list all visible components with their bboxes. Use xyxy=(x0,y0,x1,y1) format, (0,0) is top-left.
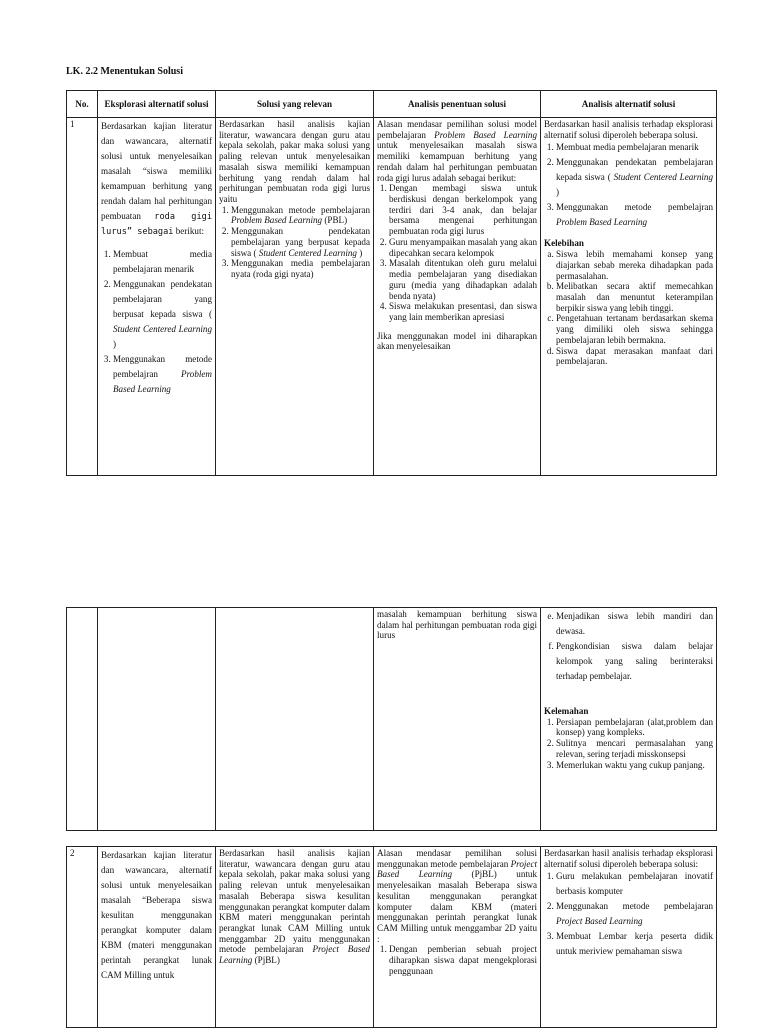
analisis-alternatif-cell xyxy=(541,608,717,831)
header-solusi: Solusi yang relevan xyxy=(216,91,374,118)
list-item: e. Menjadikan siswa lebih mandiri dan dewasa. xyxy=(556,609,713,639)
list-item-text: Menggunakan pendekatan pembelajaran yang berpusat kepada siswa ( xyxy=(113,279,212,320)
list-item-em: Student Centered Learning xyxy=(613,172,713,183)
list-item-tail: ) xyxy=(113,339,117,350)
penentuan-intro-text: Alasan mendasar pemilihan solusi model pembelajaran xyxy=(377,119,537,140)
list-item-text: Menggunakan metode pembelajaran xyxy=(231,204,370,215)
list-item: 3. Masalah ditentukan oleh guru melalui media pembelajaran yang disediakan guru (media yang dihadapkan adalah benda nyata) xyxy=(389,258,537,301)
list-item: 1. Dengan membagi siswa untuk berdiskusi dengan berkelompok yang terdiri dari 3-4 anak, dan belajar bersama mengenai perhitungan pembuatan roda gigi lurus xyxy=(389,183,537,237)
list-item-tail: ) xyxy=(556,187,560,198)
solusi-em: Project Based Learning xyxy=(219,944,370,966)
solusi-cell xyxy=(216,118,374,476)
penentuan-tail: (PjBL) untuk menyelesaikan masalah Beberapa siswa kesulitan menggunakan perangkat komputer dalam KBM (materi menggunakan perintah perangkat lunak CAM Milling untuk menggambar 2D yaitu : xyxy=(377,869,537,944)
table-header-row xyxy=(67,91,717,118)
table-row xyxy=(67,118,717,476)
list-item: 2. Guru menyampaikan masalah yang akan dipecahkan secara kelompok xyxy=(389,237,537,258)
list-item: 1. Dengan pemberian sebuah project diharapkan siswa dapat mengekplorasi penggunaan xyxy=(389,944,537,976)
penentuan-intro-em: Problem Based Learning xyxy=(434,129,537,140)
list-item: 1. Membuat media pembelajaran menarik xyxy=(556,140,713,155)
list-item: d. Siswa dapat merasakan manfaat dari pembelajaran. xyxy=(556,346,713,367)
list-item xyxy=(556,899,713,929)
penentuan-em: Project Based Learning xyxy=(377,858,538,880)
eksplorasi-intro: Berdasarkan kajian literatur dan wawancara, alternatif solusi untuk menyelesaikan masalah “siswa memiliki kemampuan berhitung yang rendah dalam hal perhitungan pembuatan xyxy=(101,121,212,221)
eksplorasi-text: Berdasarkan kajian literatur dan wawancara, alternatif solusi untuk menyelesaikan masalah “Beberapa siswa kesulitan menggunakan perangkat komputer dalam KBM (materi menggunakan perintah perangkat lunak CAM Milling untuk xyxy=(101,850,212,980)
analisis-alternatif-cell xyxy=(541,847,717,1028)
analisis-penentuan-cell xyxy=(374,118,541,476)
eksplorasi-intro-mono: roda gigi lurus” sebagai xyxy=(101,212,212,238)
analisis-penentuan-cell xyxy=(374,608,541,831)
list-item xyxy=(556,155,713,200)
analisis-alternatif-cell xyxy=(541,118,717,476)
list-item-text: Menggunakan pendekatan pembelajaran yang berpusat kepada siswa ( xyxy=(231,226,370,258)
list-item-em: Project Based Learning xyxy=(556,916,643,927)
header-no: No. xyxy=(67,91,98,118)
alternatif-intro: Berdasarkan hasil analisis terhadap eksplorasi alternatif solusi diperoleh beberapa solusi: xyxy=(544,848,713,869)
kelebihan-heading: Kelebihan xyxy=(544,238,584,249)
penentuan-intro-end: untuk menyelesaikan masalah siswa memiliki kemampuan berhitung yang rendah dalam hal perhitungan pembuatan roda gigi lurus adalah sebagai berikut: xyxy=(377,140,537,183)
eksplorasi-cell xyxy=(98,847,216,1028)
list-item xyxy=(113,352,212,397)
list-item: 1. Persiapan pembelajaran (alat,problem dan konsep) yang kompleks. xyxy=(556,717,713,738)
penentuan-closing: Jika menggunakan model ini diharapkan akan menyelesaikan xyxy=(377,330,537,352)
table-row xyxy=(67,847,717,1028)
list-item-em: Problem Based Learning xyxy=(231,215,323,226)
solusi-tail: (PjBL) xyxy=(252,955,280,966)
row-number: 2 xyxy=(67,847,98,1028)
list-item-em: Student Centered Learning xyxy=(258,247,357,258)
header-eksplorasi: Eksplorasi alternatif solusi xyxy=(98,91,216,118)
list-item-text: Menggunakan metode pembelajaran xyxy=(556,901,713,912)
analisis-penentuan-cell xyxy=(374,847,541,1028)
list-item-tail: (PBL) xyxy=(322,215,348,226)
list-item: c. Pengetahuan tertanam berdasarkan skema yang dimiliki oleh siswa sehingga pembelajaran lebih bermakna. xyxy=(556,313,713,345)
penentuan-text: Alasan mendasar pemilihan solusi menggunakan metode pembelajaran xyxy=(377,848,537,869)
header-analisis-penentuan: Analisis penentuan solusi xyxy=(374,91,541,118)
list-item: a. Siswa lebih memahami konsep yang diajarkan sebab mereka dihadapkan pada permasalahan. xyxy=(556,249,713,281)
list-item: 3. Membuat Lembar kerja peserta didik untuk meriview pemahaman siswa xyxy=(556,929,713,959)
list-item: 1. Membuat media pembelajaran menarik xyxy=(113,247,212,277)
eksplorasi-cell xyxy=(98,118,216,476)
alternatif-intro: Berdasarkan hasil analisis terhadap eksplorasi alternatif solusi diperoleh beberapa solusi. xyxy=(544,119,713,140)
row-number: 1 xyxy=(67,118,98,476)
list-item: 3. Menggunakan media pembelajaran nyata (roda gigi nyata) xyxy=(231,258,370,279)
list-item: f. Pengkondisian siswa dalam belajar kelompok yang saling berinteraksi terhadap pembelajar. xyxy=(556,639,713,684)
header-analisis-alternatif: Analisis alternatif solusi xyxy=(541,91,717,118)
solution-table-row2 xyxy=(66,846,717,1028)
solusi-cell xyxy=(216,608,374,831)
list-item xyxy=(556,200,713,230)
solution-table xyxy=(66,90,717,476)
list-item xyxy=(231,205,370,226)
list-item-tail: ) xyxy=(356,247,363,258)
eksplorasi-cell xyxy=(98,608,216,831)
list-item: 2. Sulitnya mencari permasalahan yang relevan, sering terjadi misskonsepsi xyxy=(556,738,713,759)
eksplorasi-intro-end: berikut: xyxy=(173,226,204,237)
penentuan-intro xyxy=(377,119,537,183)
list-item-text: Menggunakan metode pembelajran xyxy=(556,202,713,213)
list-item: 3. Memerlukan waktu yang cukup panjang. xyxy=(556,760,713,771)
solusi-intro: Berdasarkan hasil analisis kajian literatur, wawancara dengan guru atau kepala sekolah, pakar maka solusi yang paling relevan untuk menyelesaikan masalah siswa memiliki kemampuan berhitung yang rendah dalam hal perhitungan pembuatan roda gigi lurus yaitu xyxy=(219,119,370,205)
page-title: LK. 2.2 Menentukan Solusi xyxy=(66,66,183,77)
solusi-text: Berdasarkan hasil analisis kajian literatur, wawancara dengan guru atau kepala sekolah, pakar maka solusi yang paling relevan untuk menyelesaikan masalah Beberapa siswa kesulitan menggunakan perangkat komputer dalam KBM materi menggunakan perintah perangkat lunak CAM Milling untuk menggambar 2D yaitu menggunakan metode pembelajaran xyxy=(219,848,370,955)
table-row xyxy=(67,608,717,831)
list-item-text: Menggunakan metode pembelajran xyxy=(113,354,212,380)
penentuan-continued: masalah kemampuan berhitung siswa dalam hal perhitungan pembuatan roda gigi lurus xyxy=(377,609,537,641)
list-item xyxy=(113,277,212,352)
list-item-em: Student Centered Learning xyxy=(113,324,212,335)
solution-table-continued xyxy=(66,607,717,831)
list-item-em: Problem Based Learning xyxy=(556,217,648,228)
kelemahan-heading: Kelemahan xyxy=(544,706,589,716)
list-item: 4. Siswa melakukan presentasi, dan siswa yang lain memberikan apresiasi xyxy=(389,301,537,322)
row-number xyxy=(67,608,98,831)
list-item-em: Problem Based Learning xyxy=(113,369,212,395)
list-item: b. Melibatkan secara aktif memecahkan masalah dan menuntut keterampilan berpikir siswa yang lebih tinggi. xyxy=(556,281,713,313)
list-item-text: Menggunakan pendekatan pembelajaran kepada siswa ( xyxy=(556,157,713,183)
list-item xyxy=(231,226,370,258)
solusi-cell xyxy=(216,847,374,1028)
list-item: 1. Guru melakukan pembelajaran inovatif berbasis komputer xyxy=(556,869,713,899)
